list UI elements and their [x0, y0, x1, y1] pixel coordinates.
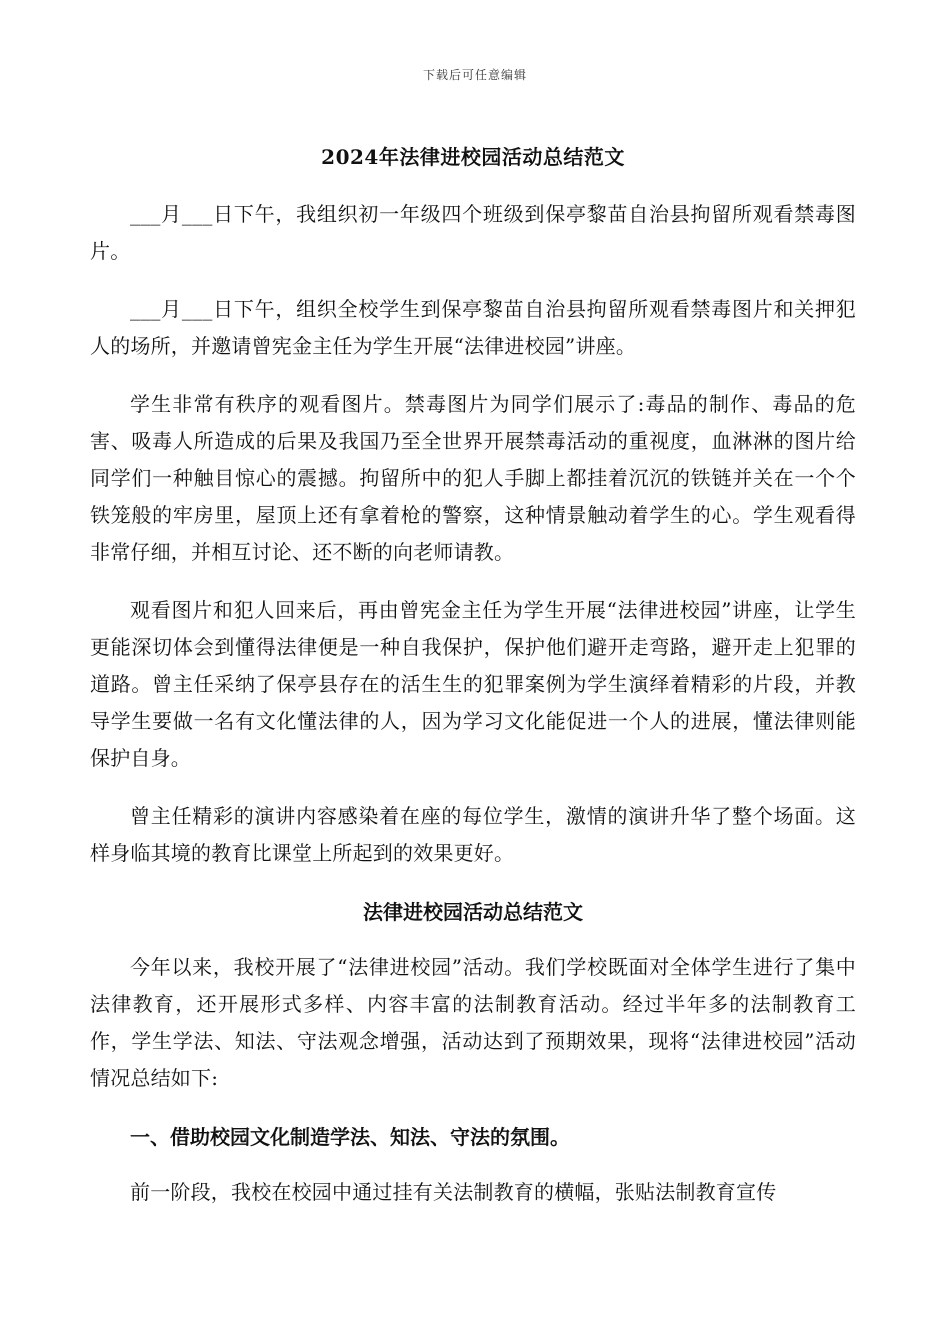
intro-paragraph: 今年以来，我校开展了“法律进校园”活动。我们学校既面对全体学生进行了集中法律教育，还开展形式多样、内容丰富的法制教育活动。经过半年多的法制教育工作，学生学法、知法、守法观念增强，活动达到了预期效果，现将“法律进校园”活动情况总结如下:	[90, 955, 856, 1090]
paragraph: 学生非常有秩序的观看图片。禁毒图片为同学们展示了:毒品的制作、毒品的危害、吸毒人所造成的后果及我国乃至全世界开展禁毒活动的重视度，血淋淋的图片给同学们一种触目惊心的震撼。拘留所中的犯人手脚上都挂着沉沉的铁链并关在一个个铁笼般的牢房里，屋顶上还有拿着枪的警察，这种情景触动着学生的心。学生观看得非常仔细，并相互讨论、还不断的向老师请教。	[90, 392, 856, 564]
paragraph: ___月___日下午，我组织初一年级四个班级到保亭黎苗自治县拘留所观看禁毒图片。	[90, 202, 856, 263]
paragraph: 曾主任精彩的演讲内容感染着在座的每位学生，激情的演讲升华了整个场面。这样身临其境的教育比课堂上所起到的效果更好。	[90, 804, 856, 865]
document-body	[90, 138, 856, 1232]
paragraph: 观看图片和犯人回来后，再由曾宪金主任为学生开展“法律进校园”讲座，让学生更能深切体会到懂得法律便是一种自我保护，保护他们避开走弯路，避开走上犯罪的道路。曾主任采纳了保亭县存在的活生生的犯罪案例为学生演绎着精彩的片段，并教导学生要做一名有文化懂法律的人，因为学习文化能促进一个人的进展，懂法律则能保护自身。	[90, 598, 856, 770]
document-title: 2024年法律进校园活动总结范文	[321, 145, 625, 169]
paragraph: ___月___日下午，组织全校学生到保亭黎苗自治县拘留所观看禁毒图片和关押犯人的场所，并邀请曾宪金主任为学生开展“法律进校园”讲座。	[90, 297, 856, 358]
section-title: 法律进校园活动总结范文	[363, 900, 583, 924]
section-paragraph: 前一阶段，我校在校园中通过挂有关法制教育的横幅，张贴法制教育宣传	[130, 1180, 777, 1204]
section-heading: 一、借助校园文化制造学法、知法、守法的氛围。	[130, 1125, 570, 1149]
header-note: 下载后可任意编辑	[422, 68, 527, 82]
